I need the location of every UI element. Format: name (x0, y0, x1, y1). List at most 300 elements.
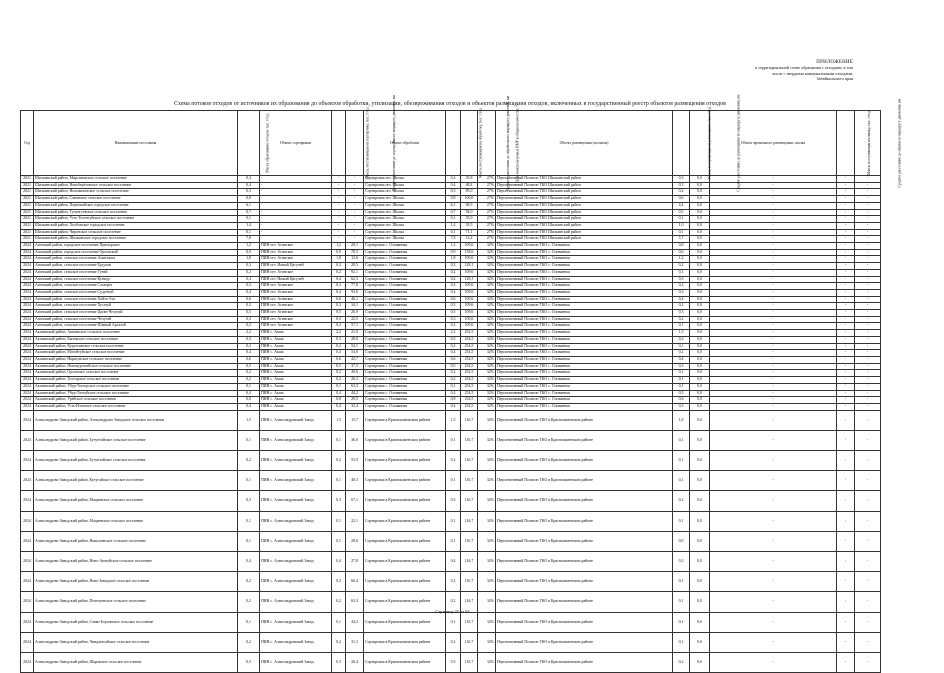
cell-sorting-object: ПИН пгт. Агинское (260, 249, 332, 256)
cell-year: 2024 (21, 410, 34, 430)
appendix-line: числе с твердыми коммунальными отходами, (772, 70, 853, 76)
cell-mass-to-processing: 0,2 (446, 370, 461, 377)
cell-hazard-share: 32% (478, 363, 496, 370)
cell-distance-to-processing: 116,7 (461, 612, 478, 632)
cell-distance-to-sorting: - (346, 209, 364, 216)
cell-hazard-share: 32% (478, 383, 496, 390)
cell-placement-object: Перспективный Полигон ТКО с. Оловянная (496, 350, 673, 357)
cell-mass-to-sorting: 0,4 (332, 403, 346, 410)
cell-sorting-object: - (260, 202, 332, 209)
cell-distance-to-placement: 0,0 (690, 263, 710, 270)
cell-distance-to-sorting: 15,7 (346, 410, 364, 430)
cell-distance-to-processing: 116,7 (461, 491, 478, 511)
cell-sorting-object: ПИН с. Акша (260, 383, 332, 390)
cell-distance-to-temp: - (855, 243, 881, 250)
cell-temp-object: - (710, 531, 837, 551)
cell-placement-object: Перспективный Полигон ТКО в Краснокаменском районе (496, 612, 673, 632)
cell-mass-to-placement: 0,2 (673, 189, 690, 196)
cell-mass-to-processing: 0,1 (446, 430, 461, 450)
cell-sorting-object: ПИН с. Александровский Завод (260, 430, 332, 450)
cell-mass-to-temp: - (837, 256, 855, 263)
cell-sorting-object: ПИН пгт. Новый Цасучей (260, 276, 332, 283)
cell-distance-to-processing: 109,6 (461, 256, 478, 263)
cell-mass-to-placement: 0,1 (673, 612, 690, 632)
cell-mass-to-placement: 0,2 (673, 336, 690, 343)
cell-distance-to-sorting: 67,1 (346, 491, 364, 511)
table-row (21, 216, 881, 223)
cell-mass-to-temp: - (837, 222, 855, 229)
cell-distance-to-processing: 109,6 (461, 243, 478, 250)
cell-distance-to-sorting: 53,9 (346, 451, 364, 471)
cell-mass-to-processing: 0,4 (446, 276, 461, 283)
cell-hazard-share: 27% (478, 229, 496, 236)
cell-municipality: Шилкинский район, Холбонское городское поселение (34, 222, 238, 229)
cell-placement-object: Перспективный Полигон ТКО с. Оловянная (496, 383, 673, 390)
table-row (21, 653, 881, 673)
cell-year: 2024 (21, 283, 34, 290)
cell-processing-object: Сортировка с. Оловянная (364, 330, 446, 337)
cell-mass-to-placement: 5,7 (673, 236, 690, 243)
cell-temp-object: - (710, 410, 837, 430)
cell-mass-to-processing: 0,2 (446, 451, 461, 471)
cell-temp-object: - (710, 653, 837, 673)
cell-distance-to-processing: 254,5 (461, 397, 478, 404)
cell-year: 2024 (21, 249, 34, 256)
cell-municipality: Акшинский район, Убур-Тахтуйское сельское поселение (34, 390, 238, 397)
cell-mass-to-sorting: - (332, 216, 346, 223)
cell-placement-object: Перспективный Полигон ТКО с. Оловянная (496, 249, 673, 256)
cell-distance-to-temp: - (855, 383, 881, 390)
cell-generated-mass: 0,6 (238, 356, 260, 363)
cell-mass-to-processing: 0,6 (446, 356, 461, 363)
cell-distance-to-sorting: - (346, 222, 364, 229)
cell-mass-to-sorting: - (332, 176, 346, 183)
cell-processing-object: Сортировка с. Оловянная (364, 276, 446, 283)
header-temp-object: Объект временного размещения, свалка (710, 111, 837, 176)
cell-processing-object: Сортировка с. Оловянная (364, 256, 446, 263)
cell-distance-to-sorting: 26,9 (346, 310, 364, 317)
table-body (21, 176, 881, 673)
cell-generated-mass: 1,5 (238, 410, 260, 430)
cell-mass-to-sorting: - (332, 222, 346, 229)
cell-municipality: Агинский район, городское поселение Приморское (34, 243, 238, 250)
cell-mass-to-sorting: 1,2 (332, 243, 346, 250)
cell-placement-object: Перспективный Полигон ТКО с. Оловянная (496, 370, 673, 377)
cell-hazard-share: 32% (478, 592, 496, 612)
cell-hazard-share: 27% (478, 236, 496, 243)
cell-processing-object: Сортировка в Краснокаменском районе (364, 552, 446, 572)
cell-processing-object: Сортировка в Краснокаменском районе (364, 632, 446, 652)
cell-processing-object: Сортировка с. Оловянная (364, 336, 446, 343)
cell-mass-to-temp: - (837, 276, 855, 283)
cell-distance-to-sorting: 62,3 (346, 276, 364, 283)
cell-temp-object: - (710, 552, 837, 572)
cell-temp-object: - (710, 283, 837, 290)
table-row (21, 330, 881, 337)
cell-distance-to-temp: - (855, 451, 881, 471)
cell-distance-to-placement: 0,0 (690, 303, 710, 310)
cell-mass-to-temp: - (837, 243, 855, 250)
cell-distance-to-sorting: 34,1 (346, 303, 364, 310)
cell-distance-to-temp: - (855, 390, 881, 397)
cell-processing-object: Сортировка с. Оловянная (364, 296, 446, 303)
cell-distance-to-placement: 0,0 (690, 363, 710, 370)
cell-mass-to-placement: 0,1 (673, 383, 690, 390)
cell-placement-object: Перспективный Полигон ТКО с. Оловянная (496, 343, 673, 350)
table-row (21, 552, 881, 572)
cell-generated-mass: 0,2 (238, 269, 260, 276)
cell-distance-to-placement: 0,0 (690, 316, 710, 323)
cell-year: 2024 (21, 612, 34, 632)
cell-placement-object: Перспективный Полигон ТКО в Краснокаменском районе (496, 531, 673, 551)
cell-sorting-object: ПИН с. Акша (260, 350, 332, 357)
cell-distance-to-processing: 109,6 (461, 283, 478, 290)
cell-distance-to-placement: 0,0 (690, 612, 710, 632)
table-row (21, 410, 881, 430)
cell-generated-mass: 0,4 (238, 350, 260, 357)
cell-mass-to-temp: - (837, 343, 855, 350)
cell-processing-object: Сортировка пгт. Шилка (364, 236, 446, 243)
table-row (21, 176, 881, 183)
cell-hazard-share: 32% (478, 289, 496, 296)
cell-distance-to-processing: 109,6 (461, 323, 478, 330)
cell-distance-to-processing: 254,5 (461, 383, 478, 390)
cell-mass-to-sorting: 0,2 (332, 632, 346, 652)
cell-mass-to-sorting: 0,2 (332, 343, 346, 350)
table-row (21, 263, 881, 270)
cell-mass-to-placement: 0,8 (673, 243, 690, 250)
cell-mass-to-temp: - (837, 511, 855, 531)
cell-placement-object: Перспективный Полигон ТКО с. Оловянная (496, 303, 673, 310)
cell-mass-to-placement: 0,3 (673, 176, 690, 183)
cell-processing-object: Сортировка с. Оловянная (364, 403, 446, 410)
cell-hazard-share: 32% (478, 336, 496, 343)
cell-municipality: Александрово-Заводский район, Ново-Акатуйское сельское поселение (34, 552, 238, 572)
cell-generated-mass: 0,3 (238, 189, 260, 196)
table-header-row (21, 111, 881, 176)
cell-hazard-share: 32% (478, 350, 496, 357)
cell-distance-to-temp: - (855, 491, 881, 511)
cell-generated-mass: 0,2 (238, 572, 260, 592)
table-row (21, 390, 881, 397)
cell-distance-to-placement: 0,0 (690, 410, 710, 430)
cell-year: 2021 (21, 189, 34, 196)
cell-mass-to-placement: 0,5 (673, 209, 690, 216)
cell-mass-to-temp: - (837, 410, 855, 430)
cell-mass-to-sorting: 0,3 (332, 336, 346, 343)
cell-distance-to-placement: 0,0 (690, 269, 710, 276)
cell-placement-object: Перспективный Полигон ТКО Шилкинский район (496, 182, 673, 189)
cell-processing-object: Сортировка в Краснокаменском районе (364, 592, 446, 612)
cell-distance-to-processing: 48,4 (461, 182, 478, 189)
cell-mass-to-processing: 0,4 (446, 350, 461, 357)
cell-distance-to-placement: 0,0 (690, 343, 710, 350)
cell-distance-to-placement: 0,0 (690, 491, 710, 511)
cell-distance-to-processing: 254,5 (461, 336, 478, 343)
cell-distance-to-temp: - (855, 256, 881, 263)
cell-generated-mass: 0,2 (238, 451, 260, 471)
table-row (21, 222, 881, 229)
cell-mass-to-sorting: 0,5 (332, 363, 346, 370)
cell-distance-to-sorting: 66,4 (346, 572, 364, 592)
cell-year: 2024 (21, 289, 34, 296)
header-mass-to-sorting: Масса, поступающая на сортировку, тыс. т/год (332, 111, 346, 176)
cell-distance-to-processing: 109,6 (461, 269, 478, 276)
cell-year: 2024 (21, 243, 34, 250)
cell-generated-mass: 0,4 (238, 276, 260, 283)
cell-mass-to-temp: - (837, 176, 855, 183)
cell-distance-to-sorting: 26,3 (346, 377, 364, 384)
cell-distance-to-temp: - (855, 222, 881, 229)
cell-mass-to-placement: 0,3 (673, 289, 690, 296)
cell-placement-object: Перспективный Полигон ТКО Шилкинский район (496, 196, 673, 203)
cell-distance-to-processing: 254,5 (461, 377, 478, 384)
cell-mass-to-placement: 0,3 (673, 182, 690, 189)
cell-year: 2024 (21, 343, 34, 350)
cell-year: 2021 (21, 202, 34, 209)
cell-mass-to-temp: - (837, 390, 855, 397)
cell-generated-mass: 0,1 (238, 216, 260, 223)
cell-placement-object: Перспективный Полигон ТКО с. Оловянная (496, 397, 673, 404)
cell-generated-mass: 0,4 (238, 390, 260, 397)
cell-year: 2024 (21, 653, 34, 673)
cell-mass-to-temp: - (837, 397, 855, 404)
table-row (21, 491, 881, 511)
cell-distance-to-sorting: 32,4 (346, 403, 364, 410)
cell-mass-to-processing: 0,8 (446, 196, 461, 203)
cell-municipality: Агинский район, сельское поселение Кункур (34, 276, 238, 283)
cell-year: 2024 (21, 632, 34, 652)
cell-generated-mass: 0,5 (238, 310, 260, 317)
table-row (21, 343, 881, 350)
cell-distance-to-sorting: 43,7 (346, 356, 364, 363)
cell-processing-object: Сортировка пгт. Шилка (364, 182, 446, 189)
cell-mass-to-placement: 0,1 (673, 430, 690, 450)
cell-municipality: Александрово-Заводский район, Мациевское сельское поселение (34, 491, 238, 511)
cell-mass-to-sorting: 0,4 (332, 390, 346, 397)
cell-distance-to-placement: 0,0 (690, 356, 710, 363)
cell-mass-to-processing: 0,2 (446, 343, 461, 350)
cell-temp-object: - (710, 316, 837, 323)
cell-hazard-share: 32% (478, 323, 496, 330)
cell-distance-to-placement: 0,0 (690, 196, 710, 203)
cell-distance-to-temp: - (855, 216, 881, 223)
cell-mass-to-processing: 0,1 (446, 531, 461, 551)
cell-hazard-share: 32% (478, 552, 496, 572)
cell-processing-object: Сортировка пгт. Шилка (364, 216, 446, 223)
cell-distance-to-temp: - (855, 612, 881, 632)
table-row (21, 451, 881, 471)
cell-mass-to-temp: - (837, 209, 855, 216)
cell-generated-mass: 7,8 (238, 236, 260, 243)
cell-temp-object: - (710, 249, 837, 256)
cell-mass-to-temp: - (837, 592, 855, 612)
cell-mass-to-sorting: 0,2 (332, 370, 346, 377)
table-row (21, 632, 881, 652)
cell-hazard-share: 32% (478, 296, 496, 303)
cell-sorting-object: ПИН пгт. Агинское (260, 283, 332, 290)
table-row (21, 323, 881, 330)
table-row (21, 296, 881, 303)
cell-processing-object: Сортировка пгт. Шилка (364, 196, 446, 203)
cell-generated-mass: 0,1 (238, 531, 260, 551)
cell-temp-object: - (710, 511, 837, 531)
cell-hazard-share: 32% (478, 632, 496, 652)
cell-distance-to-temp: - (855, 632, 881, 652)
cell-sorting-object: - (260, 216, 332, 223)
cell-distance-to-processing: 109,6 (461, 316, 478, 323)
cell-year: 2024 (21, 356, 34, 363)
cell-temp-object: - (710, 451, 837, 471)
cell-distance-to-temp: - (855, 316, 881, 323)
cell-mass-to-temp: - (837, 216, 855, 223)
cell-municipality: Агинский район, сельское поселение Амитхаша (34, 256, 238, 263)
cell-year: 2021 (21, 209, 34, 216)
cell-municipality: Акшинский район, Урейское сельское поселение (34, 397, 238, 404)
cell-mass-to-placement: 0,3 (673, 552, 690, 572)
table-row (21, 377, 881, 384)
cell-distance-to-sorting: 36,0 (346, 430, 364, 450)
cell-sorting-object: ПИН с. Александровский Завод (260, 592, 332, 612)
cell-mass-to-sorting: 0,1 (332, 471, 346, 491)
cell-mass-to-placement: 0,1 (673, 216, 690, 223)
cell-placement-object: Перспективный Полигон ТКО в Краснокаменском районе (496, 511, 673, 531)
cell-distance-to-sorting: - (346, 196, 364, 203)
cell-municipality: Александрово-Заводский район, Чиндагатайское сельское поселение (34, 632, 238, 652)
cell-placement-object: Перспективный Полигон ТКО в Краснокаменском районе (496, 552, 673, 572)
cell-municipality: Акшинский район, Усть-Иленское сельское поселение (34, 403, 238, 410)
cell-distance-to-sorting: 29,5 (346, 397, 364, 404)
cell-mass-to-processing: 0,4 (446, 176, 461, 183)
cell-municipality: Александрово-Заводский район, Савво-Борзинское сельское поселение (34, 612, 238, 632)
cell-sorting-object: ПИН с. Акша (260, 330, 332, 337)
cell-mass-to-sorting: 0,3 (332, 283, 346, 290)
cell-distance-to-processing: 254,5 (461, 330, 478, 337)
cell-temp-object: - (710, 222, 837, 229)
cell-processing-object: Сортировка пгт. Шилка (364, 209, 446, 216)
cell-distance-to-temp: - (855, 296, 881, 303)
table-row (21, 182, 881, 189)
cell-distance-to-sorting: - (346, 176, 364, 183)
cell-mass-to-placement: 1,0 (673, 410, 690, 430)
cell-distance-to-processing: 116,7 (461, 451, 478, 471)
cell-mass-to-sorting: 0,3 (332, 263, 346, 270)
cell-generated-mass: 1,2 (238, 243, 260, 250)
cell-distance-to-temp: - (855, 653, 881, 673)
cell-distance-to-processing: 68,5 (461, 202, 478, 209)
cell-year: 2024 (21, 397, 34, 404)
cell-temp-object: - (710, 256, 837, 263)
cell-mass-to-temp: - (837, 430, 855, 450)
cell-distance-to-sorting: 78,5 (346, 249, 364, 256)
cell-distance-to-processing: 116,7 (461, 632, 478, 652)
cell-mass-to-temp: - (837, 632, 855, 652)
cell-sorting-object: ПИН пгт. Агинское (260, 310, 332, 317)
appendix-title: ПРИЛОЖЕНИЕ (816, 60, 853, 65)
cell-mass-to-placement: 0,1 (673, 632, 690, 652)
cell-generated-mass: 0,3 (238, 316, 260, 323)
cell-mass-to-placement: 0,1 (673, 370, 690, 377)
cell-placement-object: Перспективный Полигон ТКО с. Оловянная (496, 296, 673, 303)
cell-placement-object: Перспективный Полигон ТКО Шилкинский район (496, 209, 673, 216)
cell-placement-object: Перспективный Полигон ТКО Шилкинский район (496, 222, 673, 229)
cell-mass-to-placement: 0,2 (673, 316, 690, 323)
cell-mass-to-sorting: 0,2 (332, 323, 346, 330)
cell-year: 2021 (21, 229, 34, 236)
table-row (21, 243, 881, 250)
cell-sorting-object: ПИН с. Александровский Завод (260, 451, 332, 471)
cell-distance-to-processing: 109,6 (461, 303, 478, 310)
cell-distance-to-placement: 0,0 (690, 383, 710, 390)
cell-temp-object: - (710, 612, 837, 632)
cell-sorting-object: ПИН пгт. Агинское (260, 243, 332, 250)
cell-distance-to-processing: 109,6 (461, 289, 478, 296)
table-row (21, 612, 881, 632)
cell-mass-to-sorting: 0,1 (332, 511, 346, 531)
cell-municipality: Александрово-Заводский район, Кутугайское сельское поселение (34, 471, 238, 491)
cell-mass-to-temp: - (837, 303, 855, 310)
cell-hazard-share: 32% (478, 612, 496, 632)
cell-generated-mass: 0,5 (238, 363, 260, 370)
cell-placement-object: Перспективный Полигон ТКО в Краснокаменском районе (496, 430, 673, 450)
table-row (21, 276, 881, 283)
cell-distance-to-temp: - (855, 276, 881, 283)
cell-mass-to-placement: 1,5 (673, 330, 690, 337)
cell-temp-object: - (710, 263, 837, 270)
cell-distance-to-temp: - (855, 410, 881, 430)
cell-distance-to-processing: 109,6 (461, 310, 478, 317)
cell-mass-to-sorting: - (332, 209, 346, 216)
cell-distance-to-sorting: 49,6 (346, 370, 364, 377)
cell-municipality: Акшинский район, Курулгинское сельское поселение (34, 343, 238, 350)
cell-mass-to-processing: 0,3 (446, 263, 461, 270)
cell-municipality: Шилкинский район, Мирсановское сельское поселение (34, 176, 238, 183)
cell-mass-to-sorting: 1,8 (332, 256, 346, 263)
cell-hazard-share: 27% (478, 216, 496, 223)
cell-hazard-share: 32% (478, 491, 496, 511)
cell-year: 2024 (21, 296, 34, 303)
cell-year: 2024 (21, 256, 34, 263)
cell-placement-object: Перспективный Полигон ТКО Шилкинский район (496, 189, 673, 196)
cell-distance-to-temp: - (855, 572, 881, 592)
cell-mass-to-placement: 0,6 (673, 249, 690, 256)
cell-municipality: Шилкинский район, Усть-Теленгуйское сельское поселение (34, 216, 238, 223)
cell-generated-mass: 0,2 (238, 592, 260, 612)
cell-mass-to-processing: 0,5 (446, 310, 461, 317)
header-hazard-share: Доля неиспользуемых ВМР в общем количестве, % (478, 111, 496, 176)
cell-processing-object: Сортировка с. Оловянная (364, 370, 446, 377)
cell-generated-mass: 0,8 (238, 196, 260, 203)
cell-temp-object: - (710, 377, 837, 384)
cell-processing-object: Сортировка в Краснокаменском районе (364, 430, 446, 450)
cell-sorting-object: ПИН пгт. Агинское (260, 323, 332, 330)
cell-mass-to-sorting: 0,9 (332, 249, 346, 256)
cell-sorting-object: ПИН с. Александровский Завод (260, 572, 332, 592)
cell-year: 2021 (21, 216, 34, 223)
cell-temp-object: - (710, 330, 837, 337)
cell-mass-to-placement: 0,6 (673, 397, 690, 404)
cell-distance-to-sorting: 44,2 (346, 390, 364, 397)
cell-distance-to-placement: 0,0 (690, 209, 710, 216)
cell-sorting-object: ПИН с. Акша (260, 363, 332, 370)
table-row (21, 363, 881, 370)
cell-mass-to-processing: 0,4 (446, 403, 461, 410)
cell-processing-object: Сортировка в Краснокаменском районе (364, 653, 446, 673)
cell-year: 2024 (21, 511, 34, 531)
cell-mass-to-processing: 0,6 (446, 296, 461, 303)
cell-mass-to-temp: - (837, 196, 855, 203)
cell-placement-object: Перспективный Полигон ТКО Шилкинский район (496, 202, 673, 209)
